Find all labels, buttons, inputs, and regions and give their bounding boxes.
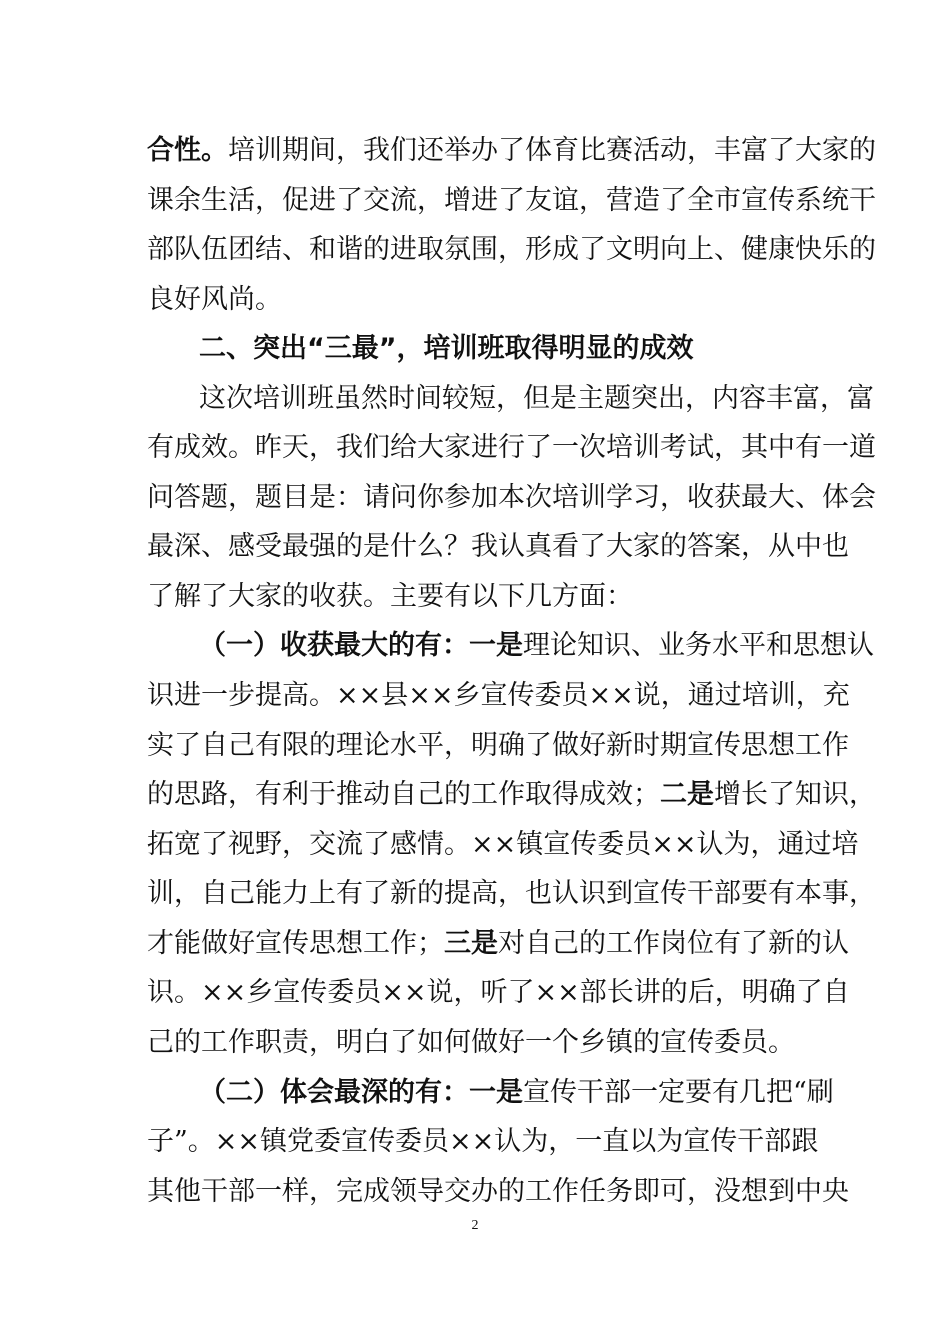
bold-text: 合性。 [147, 135, 228, 166]
text: 识进一步提高。××县××乡宣传委员××说，通过培训，充 [147, 680, 850, 711]
text-line [147, 721, 849, 771]
text: 拓宽了视野，交流了感情。××镇宣传委员××认为，通过培 [147, 829, 859, 860]
text-line [199, 1068, 834, 1118]
text: 这次培训班虽然时间较短，但是主题突出，内容丰富，富 [199, 383, 874, 414]
text: 增长了知识， [714, 779, 876, 810]
text: 宣传干部一定要有几把“刷 [523, 1077, 834, 1108]
bold-text: （二）体会最深的有： [199, 1077, 469, 1108]
bold-text: （一）收获最大的有： [199, 630, 469, 661]
text: 问答题，题目是：请问你参加本次培训学习，收获最大、体会 [147, 482, 876, 513]
text: 实了自己有限的理论水平，明确了做好新时期宣传思想工作 [147, 730, 849, 761]
text: 己的工作职责，明白了如何做好一个乡镇的宣传委员。 [147, 1027, 795, 1058]
text-line [147, 176, 876, 226]
text: 部队伍团结、和谐的进取氛围，形成了文明向上、健康快乐的 [147, 234, 876, 265]
text: 有成效。昨天，我们给大家进行了一次培训考试，其中有一道 [147, 432, 876, 463]
text-line [147, 869, 876, 919]
text: 才能做好宣传思想工作； [147, 928, 444, 959]
text-line [147, 126, 876, 176]
text-line [147, 225, 876, 275]
text: 识。××乡宣传委员××说，听了××部长讲的后，明确了自 [147, 977, 850, 1008]
text-line [147, 473, 876, 523]
text: 子”。××镇党委宣传委员××认为，一直以为宣传干部跟 [147, 1126, 819, 1157]
text-line [199, 621, 874, 671]
bold-text: 三是 [444, 928, 498, 959]
text-line [147, 423, 876, 473]
bold-text: 二是 [660, 779, 714, 810]
text: 二、突出“三最”，培训班取得明显的成效 [199, 333, 694, 364]
text: 良好风尚。 [147, 284, 282, 315]
text-line [147, 1117, 819, 1167]
text: 理论知识、业务水平和思想认 [523, 630, 874, 661]
section-heading [199, 324, 807, 374]
text: 其他干部一样，完成领导交办的工作任务即可，没想到中央 [147, 1176, 849, 1207]
text: 对自己的工作岗位有了新的认 [498, 928, 849, 959]
text: 了解了大家的收获。主要有以下几方面： [147, 581, 633, 612]
text-line [199, 374, 874, 424]
text-line [147, 820, 859, 870]
text-line [147, 1167, 849, 1217]
text: 课余生活，促进了交流，增进了友谊，营造了全市宣传系统干 [147, 185, 876, 216]
text-line [147, 275, 807, 325]
text-line [147, 770, 876, 820]
bold-text: 一是 [469, 1077, 523, 1108]
text-line [147, 919, 849, 969]
text-line [147, 1018, 807, 1068]
text: 的思路，有利于推动自己的工作取得成效； [147, 779, 660, 810]
text: 训，自己能力上有了新的提高，也认识到宣传干部要有本事， [147, 878, 876, 909]
bold-text: 一是 [469, 630, 523, 661]
text-line [147, 968, 850, 1018]
text: 培训期间，我们还举办了体育比赛活动，丰富了大家的 [228, 135, 876, 166]
text-line [147, 671, 850, 721]
text-line [147, 572, 807, 622]
text-line [147, 522, 849, 572]
page-number: 2 [471, 1218, 479, 1233]
text: 最深、感受最强的是什么？我认真看了大家的答案，从中也 [147, 531, 849, 562]
